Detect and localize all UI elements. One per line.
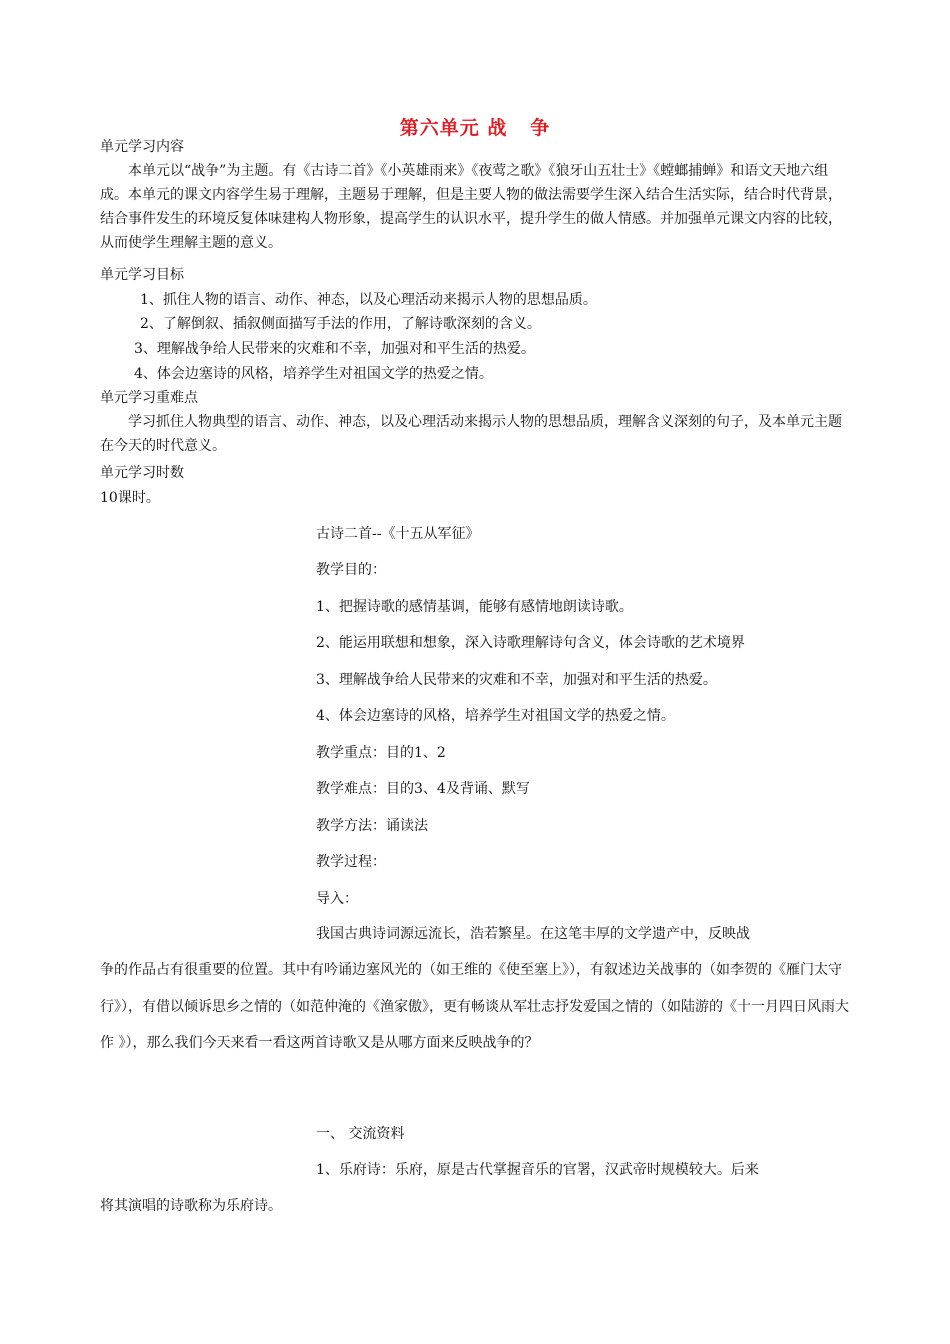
unit-goal-3: 3、理解战争给人民带来的灾难和不幸，加强对和平生活的热爱。	[134, 341, 535, 357]
objective-3: 3、理解战争给人民带来的灾难和不幸，加强对和平生活的热爱。	[316, 672, 717, 688]
unit-content-paragraph: 本单元以“战争”为主题。有《古诗二首》《小英雄雨来》《夜莺之歌》《狼牙山五壮士》《螳螂捕蝉》和语文天地六组成。本单元的课文内容学生易于理解，主题易于理解，但是主要人物的做法需要学生深入结合生活实际，结合时代背景，结合事件发生的环境反复体味建构人物形象，提高学生的认识水平，提升学生的做人情感。并加强单元课文内容的比较，从而使学生理解主题的意义。	[100, 163, 842, 251]
unit-hours-text: 10课时。	[100, 490, 160, 506]
difficulties: 教学难点：目的3、4及背诵、默写	[316, 781, 530, 797]
objectives-label: 教学目的：	[316, 562, 386, 578]
intro-paragraph-first-line: 我国古典诗词源远流长，浩若繁星。在这笔丰厚的文学遗产中，反映战	[316, 926, 750, 942]
key-points: 教学重点：目的1、2	[316, 745, 446, 761]
teaching-process: 教学过程：	[316, 854, 386, 870]
unit-goal-1: 1、抓住人物的语言、动作、神态，以及心理活动来揭示人物的思想品质。	[140, 292, 597, 308]
yuefu-paragraph-continuation: 将其演唱的诗歌称为乐府诗。	[100, 1198, 282, 1214]
objective-1: 1、把握诗歌的感情基调，能够有感情地朗读诗歌。	[316, 599, 633, 615]
unit-goal-4: 4、体会边塞诗的风格，培养学生对祖国文学的热爱之情。	[134, 366, 493, 382]
unit-goal-2: 2、了解倒叙、插叙侧面描写手法的作用，了解诗歌深刻的含义。	[140, 316, 541, 332]
yuefu-paragraph-first-line: 1、乐府诗：乐府，原是古代掌握音乐的官署，汉武帝时规模较大。后来	[316, 1162, 759, 1178]
section-exchange-materials: 一、 交流资料	[316, 1126, 405, 1142]
unit-content-heading: 单元学习内容	[100, 139, 184, 155]
unit-key-heading: 单元学习重难点	[100, 390, 198, 406]
unit-key-paragraph: 学习抓住人物典型的语言、动作、神态，以及心理活动来揭示人物的思想品质，理解含义深刻的句子，及本单元主题在今天的时代意义。	[100, 414, 842, 454]
unit-title: 第六单元 战 争	[399, 117, 551, 139]
unit-hours-heading: 单元学习时数	[100, 465, 184, 481]
intro-label: 导入：	[316, 891, 358, 907]
teaching-method: 教学方法：诵读法	[316, 818, 428, 834]
intro-paragraph-continuation: 争的作品占有很重要的位置。其中有吟诵边塞风光的（如王维的《使至塞上》），有叙述边关战事的（如李贺的《雁门太守行》），有借以倾诉思乡之情的（如范仲淹的《渔家傲》，更有畅谈从军壮志抒发爱国之情的（如陆游的《十一月四日风雨大作 》），那么我们今天来看一看这两首诗歌又是从哪方面来反映战争的？	[100, 962, 849, 1051]
objective-2: 2、能运用联想和想象，深入诗歌理解诗句含义，体会诗歌的艺术境界	[316, 635, 745, 651]
unit-goals-heading: 单元学习目标	[100, 267, 184, 283]
lesson-title: 古诗二首--《十五从军征》	[316, 526, 480, 542]
objective-4: 4、体会边塞诗的风格，培养学生对祖国文学的热爱之情。	[316, 708, 675, 724]
